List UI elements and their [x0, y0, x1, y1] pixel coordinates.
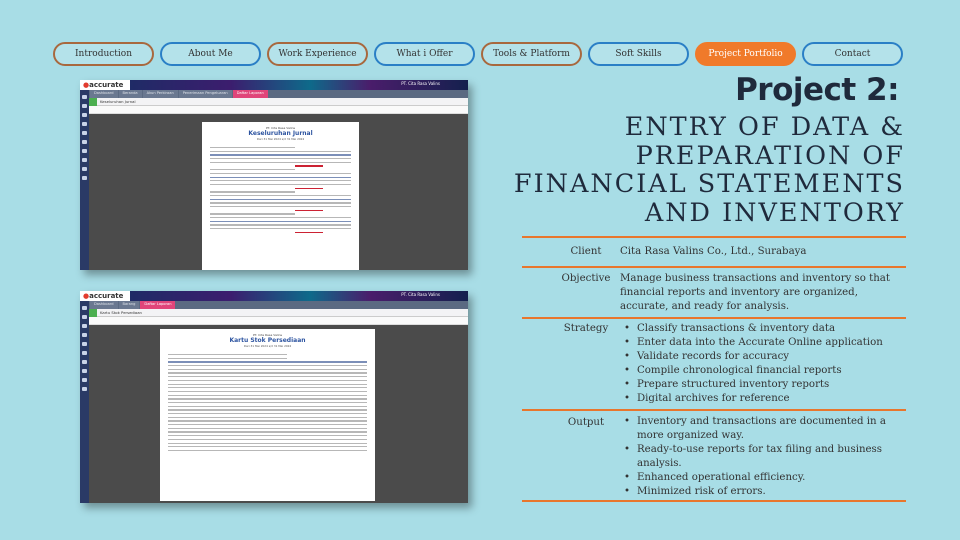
menu-icon[interactable] — [82, 131, 87, 135]
menu-icon[interactable] — [82, 333, 87, 337]
report-viewer — [89, 325, 468, 503]
app-tab-active[interactable]: Daftar Laporan — [233, 90, 268, 98]
project-title: Project 2: — [735, 72, 899, 108]
report-period: Dari 31 Mei 2024 s/d 31 Mei 2024 — [256, 137, 305, 141]
app-tab[interactable]: Beranda — [119, 90, 142, 98]
app-topbar — [80, 80, 468, 90]
nav-project-portfolio[interactable]: Project Portfolio — [695, 42, 796, 66]
divider — [522, 236, 906, 238]
nav-about-me[interactable]: About Me — [160, 42, 261, 66]
strategy-item: • Prepare structured inventory reports — [624, 378, 904, 392]
menu-icon[interactable] — [82, 176, 87, 180]
menu-icon[interactable] — [82, 342, 87, 346]
strategy-label: Strategy — [563, 323, 609, 334]
menu-icon[interactable] — [82, 95, 87, 99]
app-tab[interactable]: Akun Perkiraan — [143, 90, 178, 98]
nav-soft-skills[interactable]: Soft Skills — [588, 42, 689, 66]
divider — [522, 266, 906, 268]
output-item: • Minimized risk of errors. — [624, 485, 904, 499]
app-sidebar — [80, 90, 89, 270]
strategy-list — [624, 322, 904, 406]
output-item: • Enhanced operational efficiency. — [624, 471, 904, 485]
company-name: PT. Cita Rasa Valins — [401, 81, 440, 86]
output-item: • Ready-to-use reports for tax filing and business analysis. — [624, 443, 904, 471]
menu-icon[interactable] — [82, 351, 87, 355]
menu-icon[interactable] — [82, 360, 87, 364]
menu-icon[interactable] — [82, 140, 87, 144]
report-subtab — [89, 309, 468, 317]
divider — [522, 317, 906, 319]
strategy-item: • Digital archives for reference — [624, 392, 904, 406]
strategy-item: • Validate records for accuracy — [624, 350, 904, 364]
nav-contact[interactable]: Contact — [802, 42, 903, 66]
journal-screenshot — [80, 80, 468, 270]
report-viewer — [89, 114, 468, 270]
report-page — [202, 122, 359, 270]
menu-icon[interactable] — [82, 158, 87, 162]
top-navigation — [53, 42, 903, 66]
strategy-item: • Compile chronological financial reports — [624, 364, 904, 378]
menu-icon[interactable] — [82, 378, 87, 382]
objective-label: Objective — [561, 273, 611, 284]
subtab-label[interactable]: Kartu Stok Persediaan — [100, 310, 142, 315]
report-icon — [89, 98, 97, 106]
accurate-logo: ●accurate — [83, 292, 124, 300]
report-subtab — [89, 98, 468, 106]
app-tab[interactable]: Dashboard — [90, 90, 118, 98]
report-body — [210, 147, 351, 233]
nav-what-i-offer[interactable]: What i Offer — [374, 42, 475, 66]
menu-icon[interactable] — [82, 306, 87, 310]
strategy-item: • Enter data into the Accurate Online application — [624, 336, 904, 350]
report-toolbar — [89, 106, 468, 114]
report-title: Kartu Stok Persediaan — [229, 337, 306, 344]
app-tab[interactable]: Dashboard — [90, 301, 118, 309]
menu-icon[interactable] — [82, 113, 87, 117]
strategy-item: • Classify transactions & inventory data — [624, 322, 904, 336]
app-tabs — [80, 301, 468, 309]
nav-work-experience[interactable]: Work Experience — [267, 42, 368, 66]
report-title: Keseluruhan Jurnal — [248, 130, 313, 137]
output-label: Output — [567, 417, 605, 428]
nav-tools-platform[interactable]: Tools & Platform — [481, 42, 582, 66]
app-tab-active[interactable]: Daftar Laporan — [140, 301, 175, 309]
menu-icon[interactable] — [82, 167, 87, 171]
divider — [522, 500, 906, 502]
report-page — [160, 329, 375, 501]
report-icon — [89, 309, 97, 317]
report-company: PT. Cita Rasa Valins — [252, 333, 283, 337]
app-topbar — [80, 291, 468, 301]
output-item: • Inventory and transactions are documented in a more organized way. — [624, 415, 904, 443]
menu-icon[interactable] — [82, 104, 87, 108]
accurate-logo: ●accurate — [83, 81, 124, 89]
client-label: Client — [570, 246, 602, 257]
report-body — [168, 354, 367, 451]
menu-icon[interactable] — [82, 315, 87, 319]
company-name: PT. Cita Rasa Valins — [401, 292, 440, 297]
report-period: Dari 31 Mei 2024 s/d 31 Mei 2024 — [243, 344, 292, 348]
menu-icon[interactable] — [82, 369, 87, 373]
client-text: Cita Rasa Valins Co., Ltd., Surabaya — [620, 246, 807, 257]
app-sidebar — [80, 301, 89, 503]
nav-introduction[interactable]: Introduction — [53, 42, 154, 66]
menu-icon[interactable] — [82, 122, 87, 126]
app-tabs — [80, 90, 468, 98]
subtab-label[interactable]: Keseluruhan Jurnal — [100, 99, 136, 104]
divider — [522, 409, 906, 411]
stock-screenshot — [80, 291, 468, 503]
objective-text: Manage business transactions and inventory so that financial reports and inventory are organized, accurate, and ready for analysis. — [620, 273, 890, 312]
output-list — [624, 415, 904, 499]
report-company: PT. Cita Rasa Valins — [265, 126, 296, 130]
menu-icon[interactable] — [82, 149, 87, 153]
report-toolbar — [89, 317, 468, 325]
menu-icon[interactable] — [82, 324, 87, 328]
app-tab[interactable]: Barang — [119, 301, 140, 309]
menu-icon[interactable] — [82, 387, 87, 391]
project-subtitle: ENTRY OF DATA & PREPARATION OF FINANCIAL STATEMENTS AND INVENTORY — [513, 112, 905, 228]
app-tab[interactable]: Penerimaan Pengeluaran — [179, 90, 232, 98]
